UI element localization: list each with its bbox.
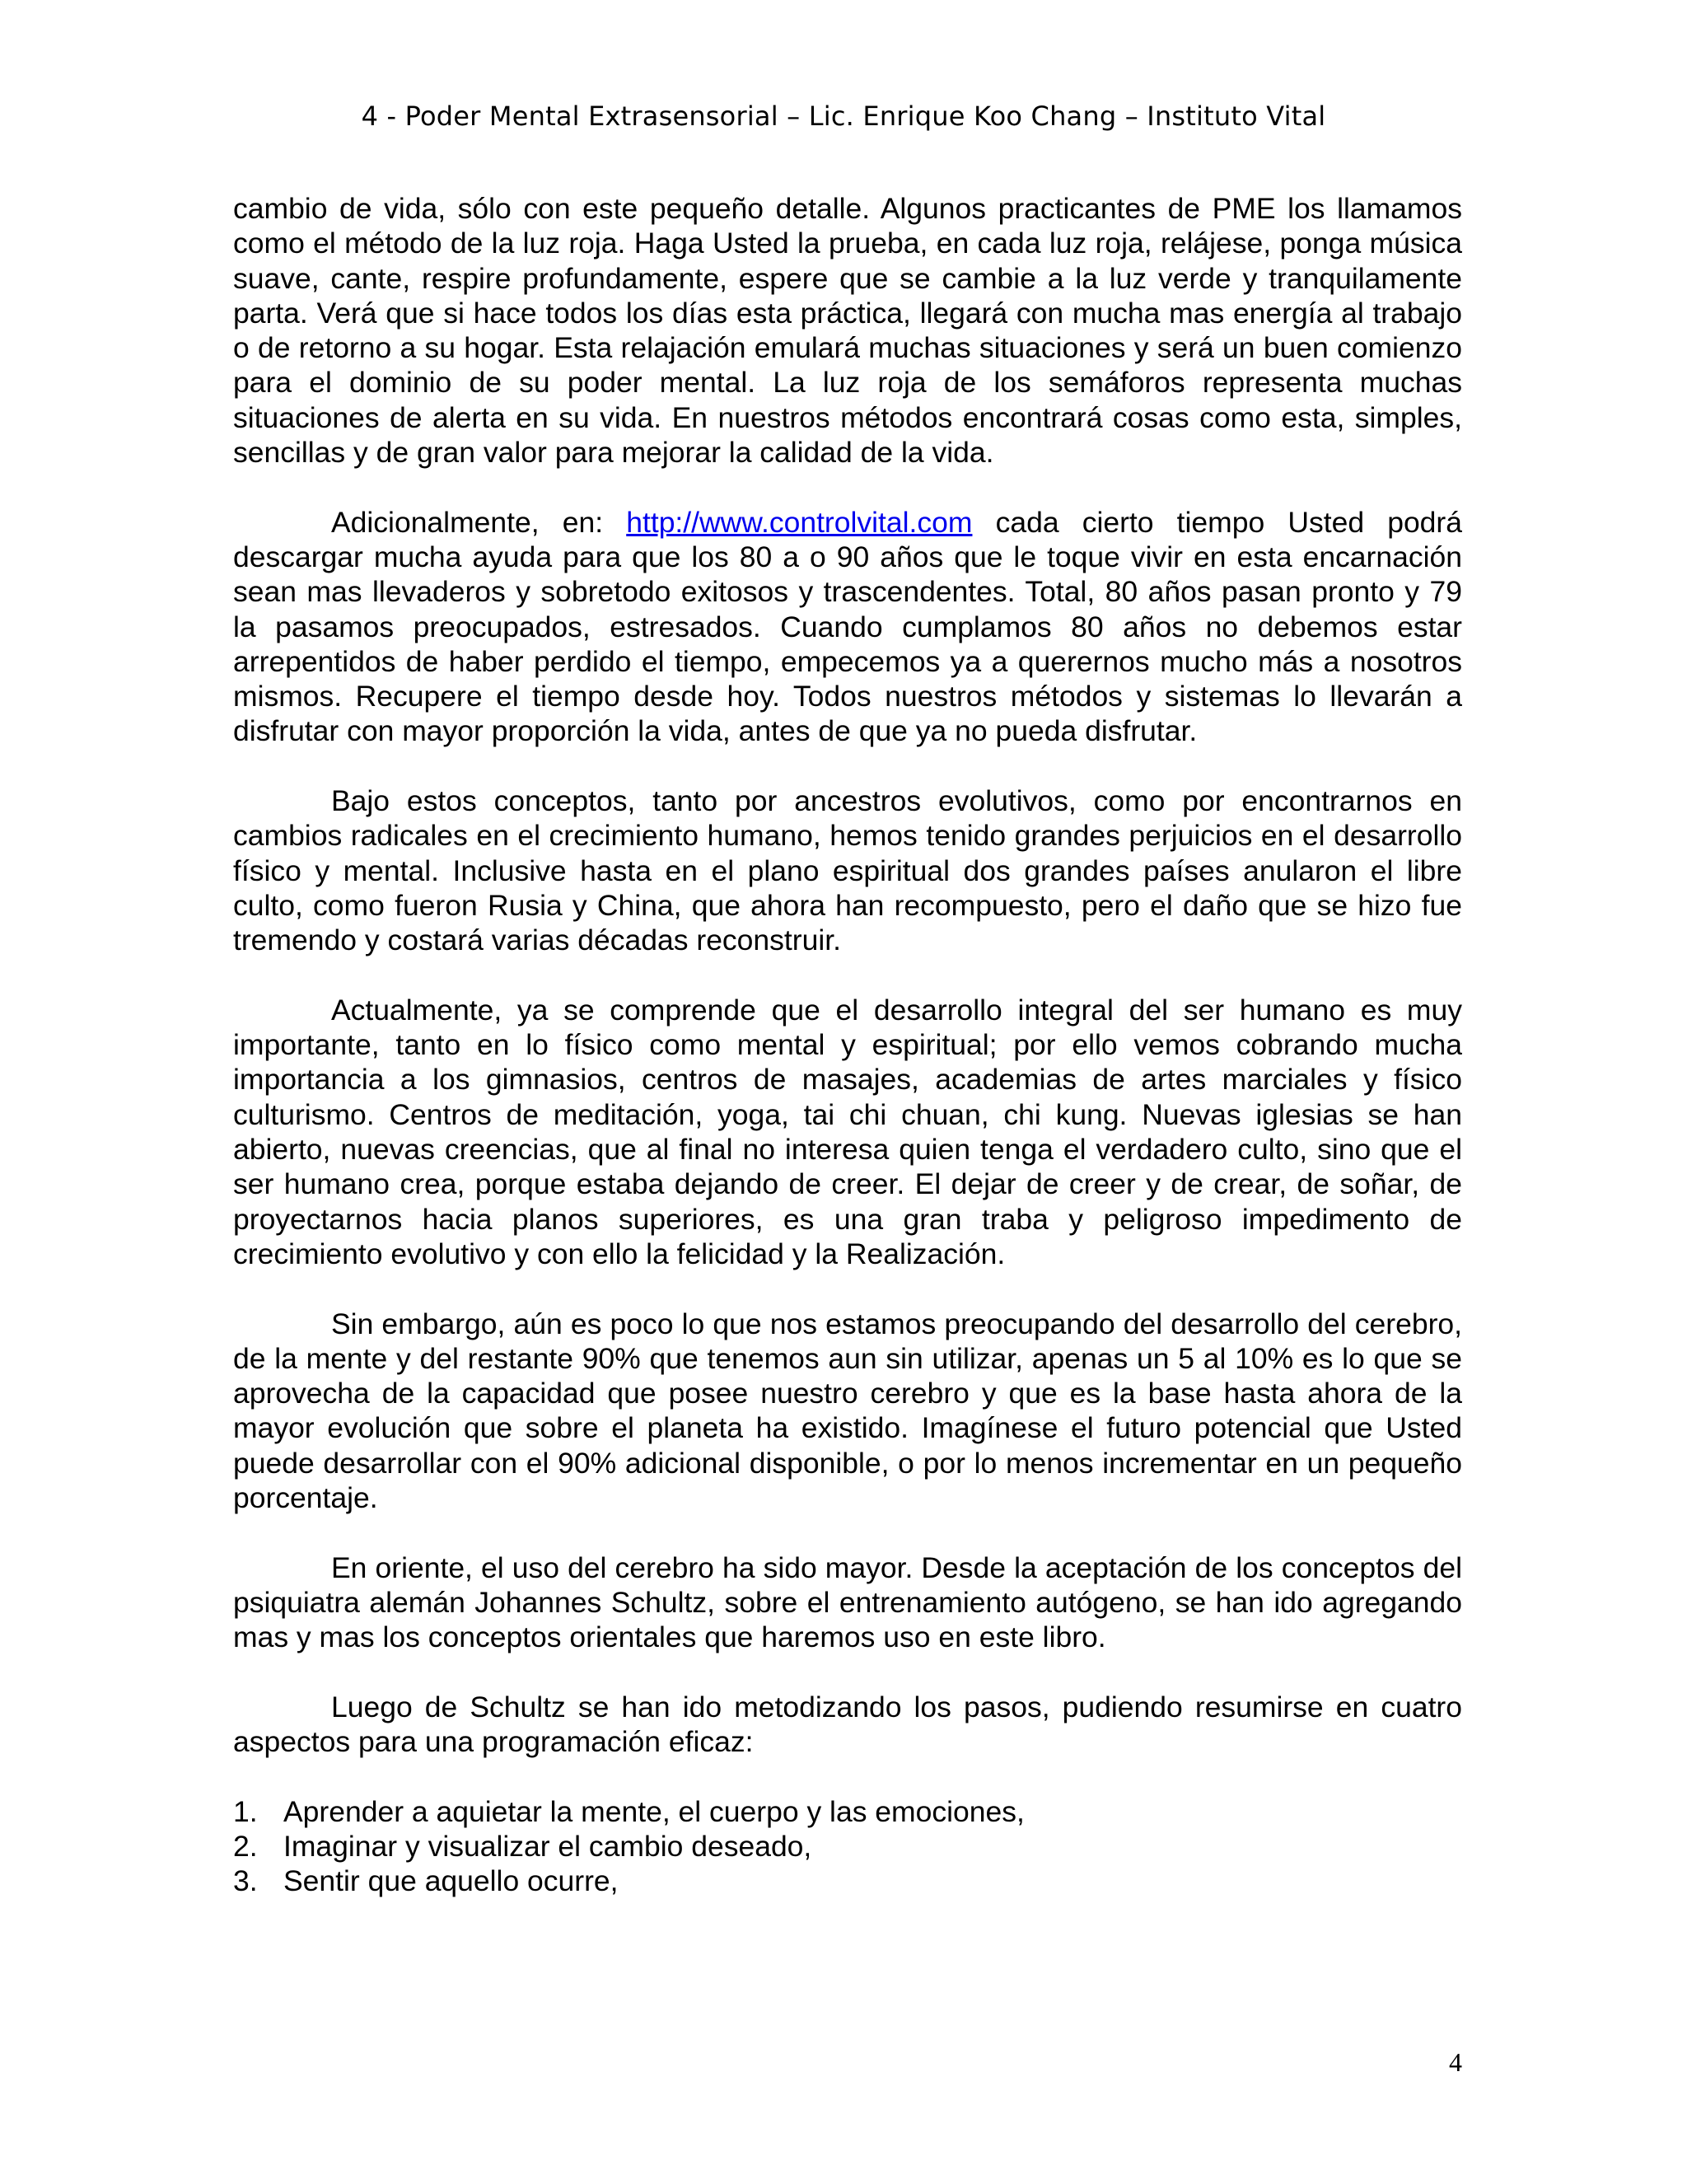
list-number: 1. — [233, 1794, 258, 1828]
paragraph: En oriente, el uso del cerebro ha sido mayor. Desde la aceptación de los conceptos del psiquiatra alemán Johannes Schultz, sobre el entrenamiento autógeno, se han ido agregando mas y mas los conceptos orientales que haremos uso en este libro. — [233, 1550, 1462, 1654]
website-link[interactable]: http://www.controlvital.com — [626, 505, 973, 539]
page-header: 4 - Poder Mental Extrasensorial – Lic. Enrique Koo Chang – Instituto Vital — [361, 101, 1326, 132]
list-item-text: Aprender a aquietar la mente, el cuerpo y las emociones, — [283, 1794, 1025, 1828]
paragraph — [233, 505, 1462, 749]
paragraph-text: cada cierto tiempo Usted podrá descargar mucha ayuda para que los 80 a o 90 años que le toque vivir en esta encarnación sean mas llevaderos y sobretodo exitosos y trascendentes. Total, 80 años pasan pronto y 79 la pasamos preocupados, estresados. Cuando cumplamos 80 años no debemos estar arrepentidos de haber perdido el tiempo, empecemos ya a querernos mucho más a nosotros mismos. Recupere el tiempo desde hoy. Todos nuestros métodos y sistemas lo llevarán a disfrutar con mayor proporción la vida, antes de que ya no pueda disfrutar. — [233, 505, 1462, 748]
paragraph: Bajo estos conceptos, tanto por ancestros evolutivos, como por encontrarnos en cambios radicales en el crecimiento humano, hemos tenido grandes perjuicios en el desarrollo físico y mental. Inclusive hasta en el plano espiritual dos grandes países anularon el libre culto, como fueron Rusia y China, que ahora han recompuesto, pero el daño que se hizo fue tremendo y costará varias décadas reconstruir. — [233, 784, 1462, 957]
paragraph: cambio de vida, sólo con este pequeño detalle. Algunos practicantes de PME los llamamos como el método de la luz roja. Haga Usted la prueba, en cada luz roja, relájese, ponga música suave, cante, respire profundamente, espere que se cambie a la luz verde y tranquilamente parta. Verá que si hace todos los días esta práctica, llegará con mucha mas energía al trabajo o de retorno a su hogar. Esta relajación emulará muchas situaciones y será un buen comienzo para el dominio de su poder mental. La luz roja de los semáforos representa muchas situaciones de alerta en su vida. En nuestros métodos encontrará cosas como esta, simples, sencillas y de gran valor para mejorar la calidad de la vida. — [233, 192, 1462, 470]
document-body — [233, 191, 1462, 1899]
numbered-list — [233, 1794, 1462, 1899]
paragraph: Sin embargo, aún es poco lo que nos estamos preocupando del desarrollo del cerebro, de la mente y del restante 90% que tenemos aun sin utilizar, apenas un 5 al 10% es lo que se aprovecha de la capacidad que posee nuestro cerebro y que es la base hasta ahora de la mayor evolución que sobre el planeta ha existido. Imagínese el futuro potencial que Usted puede desarrollar con el 90% adicional disponible, o por lo menos incrementar en un pequeño porcentaje. — [233, 1307, 1462, 1514]
paragraph: Actualmente, ya se comprende que el desarrollo integral del ser humano es muy importante, tanto en lo físico como mental y espiritual; por ello vemos cobrando mucha importancia a los gimnasios, centros de masajes, academias de artes marciales y físico culturismo. Centros de meditación, yoga, tai chi chuan, chi kung. Nuevas iglesias se han abierto, nuevas creencias, que al final no interesa quien tenga el verdadero culto, sino que el ser humano crea, porque estaba dejando de creer. El dejar de creer y de crear, de soñar, de proyectarnos hacia planos superiores, es una gran traba y peligroso impedimento de crecimiento evolutivo y con ello la felicidad y la Realización. — [233, 993, 1462, 1270]
list-item-text: Sentir que aquello ocurre, — [283, 1864, 619, 1898]
list-number: 3. — [233, 1864, 258, 1898]
paragraph-text: Adicionalmente, en: — [331, 505, 627, 539]
list-item — [233, 1794, 1462, 1829]
list-item — [233, 1829, 1462, 1864]
paragraph: Luego de Schultz se han ido metodizando los pasos, pudiendo resumirse en cuatro aspectos para una programación eficaz: — [233, 1690, 1462, 1759]
list-item-text: Imaginar y visualizar el cambio deseado, — [283, 1829, 812, 1863]
page-number: 4 — [1449, 2047, 1462, 2077]
list-number: 2. — [233, 1829, 258, 1863]
list-item — [233, 1864, 1462, 1898]
